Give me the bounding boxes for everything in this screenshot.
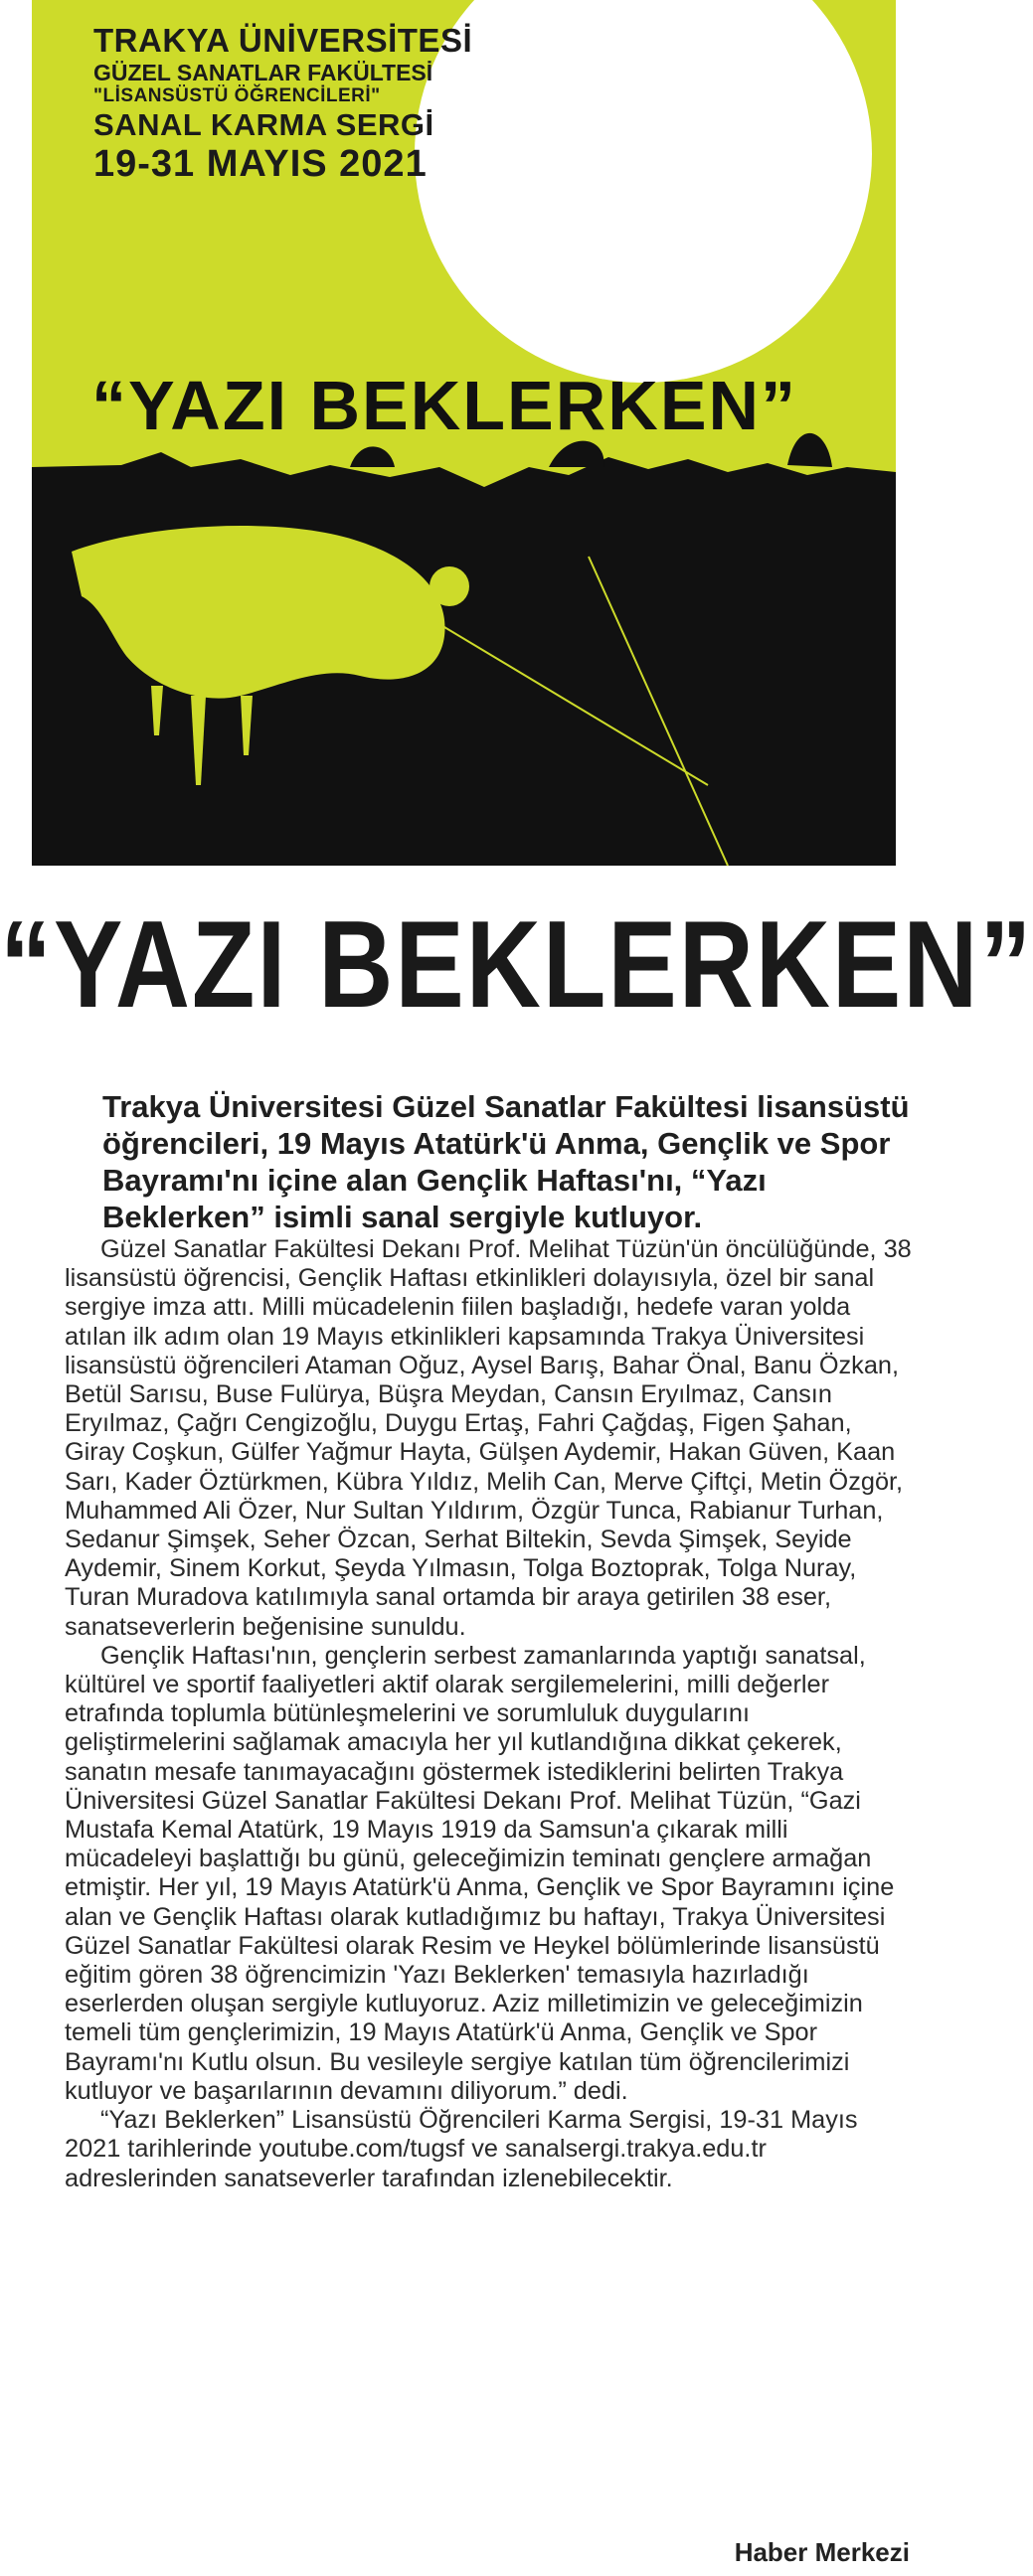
poster-header (93, 22, 472, 187)
article-paragraph-3: “Yazı Beklerken” Lisansüstü Öğrencileri Karma Sergisi, 19-31 Mayıs 2021 tarihlerinde youtube.com/tugsf ve sanalsergi.trakya.edu.tr adreslerinden sanatseverler tarafından izlenebilecektir. (65, 2106, 858, 2192)
poster-faculty: GÜZEL SANATLAR FAKÜLTESİ (93, 59, 433, 85)
article-byline: Haber Merkezi (734, 2537, 910, 2567)
poster-title: “YAZI BEKLERKEN” (91, 367, 798, 444)
poster-subtitle: "LİSANSÜSTÜ ÖĞRENCİLERİ" (93, 85, 381, 107)
article-paragraph-1: Güzel Sanatlar Fakültesi Dekanı Prof. Melihat Tüzün'ün öncülüğünde, 38 lisansüstü öğrencisi, Gençlik Haftası etkinlikleri dolayısıyla, özel bir sanal sergiye imza attı. Milli mücadelenin fiilen başladığı, hedefe varan yolda atılan ilk adım olan 19 Mayıs etkinlikleri kapsamında Trakya Üniversitesi lisansüstü öğrencileri Ataman Oğuz, Aysel Barış, Bahar Önal, Banu Özkan, Betül Sarısu, Buse Fulürya, Büşra Meydan, Cansın Eryılmaz, Cansın Eryılmaz, Çağrı Cengizoğlu, Duygu Ertaş, Fahri Çağdaş, Figen Şahan, Giray Coşkun, Gülfer Yağmur Hayta, Gülşen Aydemir, Hakan Güven, Kaan Sarı, Kader Öztürkmen, Kübra Yıldız, Melih Can, Merve Çiftçi, Metin Özgör, Muhammed Ali Özer, Nur Sultan Yıldırım, Özgür Tunca, Rabianur Turhan, Sedanur Şimşek, Seher Özcan, Serhat Biltekin, Sevda Şimşek, Seyide Aydemir, Sinem Korkut, Şeyda Yılmasın, Tolga Boztoprak, Tolga Nuray, Turan Muradova katılımıyla sanal ortamda bir araya getirilen 38 eser, sanatseverlerin beğenisine sunuldu. (65, 1235, 912, 1641)
article-lead: Trakya Üniversitesi Güzel Sanatlar Fakültesi lisansüstü öğrencileri, 19 Mayıs Atatürk'ü Anma, Gençlik ve Spor Bayramı'nı içine alan Gençlik Haftası'nı, “Yazı Beklerken” isimli sanal sergiyle kutluyor. (102, 1089, 910, 1234)
poster-university: TRAKYA ÜNİVERSİTESİ (93, 22, 473, 59)
article-headline: “YAZI BEKLERKEN” (0, 895, 1033, 1035)
poster-dates: 19-31 MAYIS 2021 (93, 142, 428, 185)
article-body (65, 1088, 912, 2193)
poster-exhibition: SANAL KARMA SERGİ (93, 107, 434, 143)
article-paragraph-2: Gençlik Haftası'nın, gençlerin serbest zamanlarında yaptığı sanatsal, kültürel ve sportif faaliyetleri aktif olarak sergilemelerini, milli değerler etrafında toplumla bütünleşmelerini ve sorumluluk duygularını geliştirmelerini sağlamak amacıyla her yıl kutlandığına dikkat çekerek, sanatın mesafe tanımayacağını göstermek istediklerini belirten Trakya Üniversitesi Güzel Sanatlar Fakültesi Dekanı Prof. Melihat Tüzün, “Gazi Mustafa Kemal Atatürk, 19 Mayıs 1919 da Samsun'a çıkarak milli mücadeleyi başlattığı bu günü, geleceğimizin teminatı gençlere armağan etmiştir. Her yıl, 19 Mayıs Atatürk'ü Anma, Gençlik ve Spor Bayramını içine alan ve Gençlik Haftası olarak kutladığımız bu haftayı, Trakya Üniversitesi Güzel Sanatlar Fakültesi olarak Resim ve Heykel bölümlerinde lisansüstü eğitim gören 38 öğrencimizin 'Yazı Beklerken' temasıyla hazırladığı eserlerden oluşan sergiyle kutluyoruz. Aziz milletimizin ve geleceğimizin temeli tüm gençlerimizin, 19 Mayıs Atatürk'ü Anma, Gençlik ve Spor Bayramı'nı Kutlu olsun. Bu vesileyle sergiye katılan tüm öğrencilerimizi kutluyor ve başarılarının devamını diliyorum.” dedi. (65, 1641, 895, 2105)
exhibition-poster (32, 0, 896, 866)
